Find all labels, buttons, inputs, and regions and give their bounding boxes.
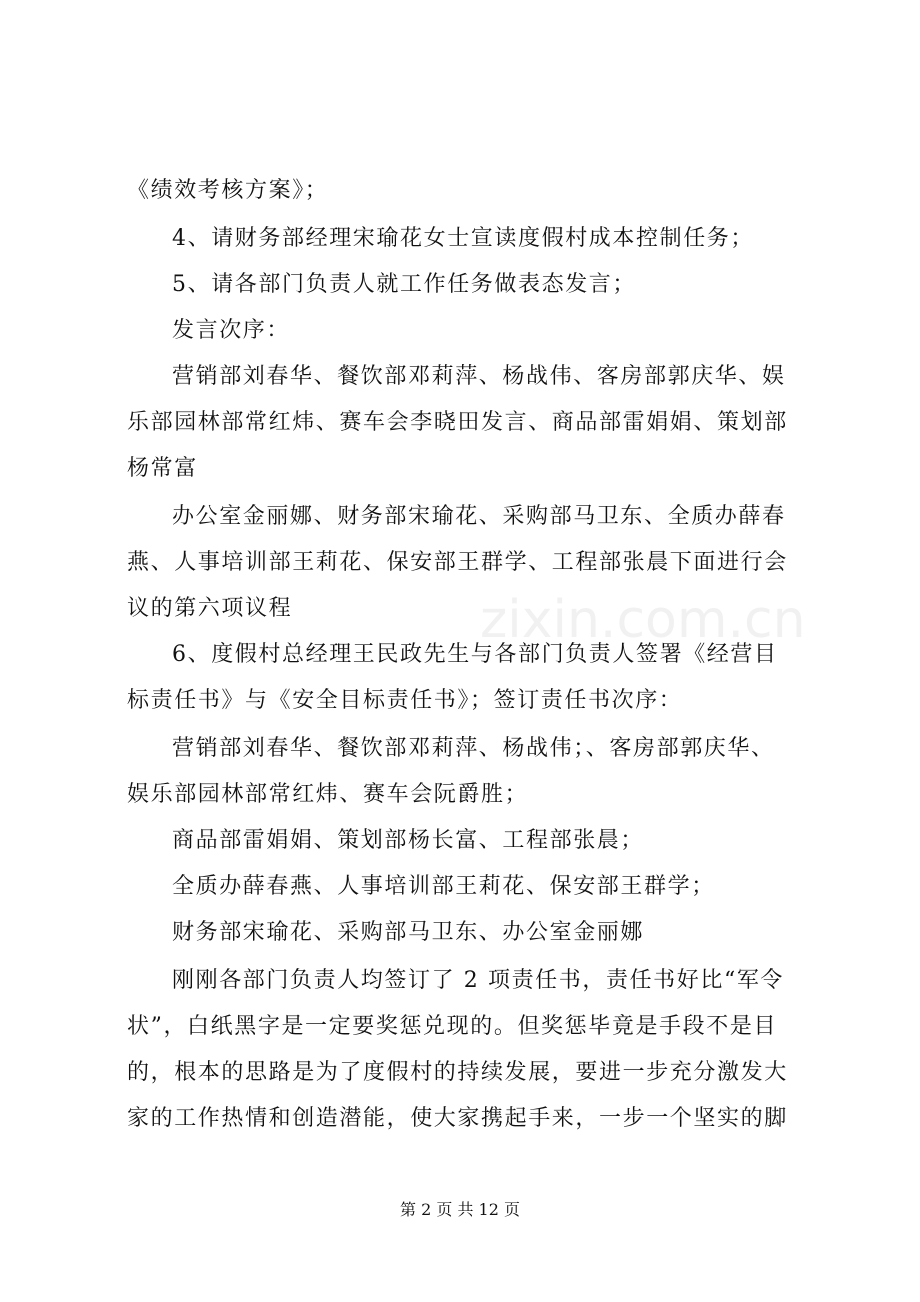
text-line: 营销部刘春华、餐饮部邓莉萍、杨战伟、客房部郭庆华、娱 bbox=[172, 364, 786, 389]
text-line: 状”，白纸黑字是一定要奖惩兑现的。但奖惩毕竟是手段不是目 bbox=[127, 1014, 778, 1039]
text-line: 商品部雷娟娟、策划部杨长富、工程部张晨； bbox=[172, 828, 645, 853]
text-line: 的，根本的思路是为了度假村的持续发展，要进一步充分激发大 bbox=[127, 1060, 788, 1085]
watermark: zixin.com.cn bbox=[480, 590, 806, 650]
text-line: 发言次序： bbox=[172, 318, 291, 343]
text-line: 杨常富 bbox=[127, 456, 198, 481]
text-line: 乐部园林部常红炜、赛车会李晓田发言、商品部雷娟娟、策划部 bbox=[127, 410, 788, 435]
text-line: 燕、人事培训部王莉花、保安部王群学、工程部张晨下面进行会 bbox=[127, 550, 788, 575]
text-line: 办公室金丽娜、财务部宋瑜花、采购部马卫东、全质办薛春 bbox=[172, 504, 786, 529]
text-line: 家的工作热情和创造潜能，使大家携起手来，一步一个坚实的脚 bbox=[127, 1106, 788, 1131]
text-line: 娱乐部园林部常红炜、赛车会阮爵胜； bbox=[127, 782, 529, 807]
text-line: 6、度假村总经理王民政先生与各部门负责人签署《经营目 bbox=[172, 642, 778, 667]
text-line: 财务部宋瑜花、采购部马卫东、办公室金丽娜 bbox=[172, 920, 645, 945]
text-line: 全质办薛春燕、人事培训部王莉花、保安部王群学； bbox=[172, 874, 715, 899]
text-line: 标责任书》与《安全目标责任书》；签订责任书次序： bbox=[127, 688, 683, 713]
text-line: 刚刚各部门负责人均签订了 2 项责任书，责任书好比“军令 bbox=[172, 968, 785, 993]
text-line: 5、请各部门负责人就工作任务做表态发言； bbox=[172, 272, 636, 297]
page-number-footer: 第 2 页 共 12 页 bbox=[400, 1200, 520, 1219]
text-line: 营销部刘春华、餐饮部邓莉萍、杨战伟；、客房部郭庆华、 bbox=[172, 736, 775, 761]
text-line: 4、请财务部经理宋瑜花女士宣读度假村成本控制任务； bbox=[172, 226, 754, 251]
text-line: 《绩效考核方案》； bbox=[127, 178, 329, 203]
text-line: 议的第六项议程 bbox=[127, 596, 293, 621]
